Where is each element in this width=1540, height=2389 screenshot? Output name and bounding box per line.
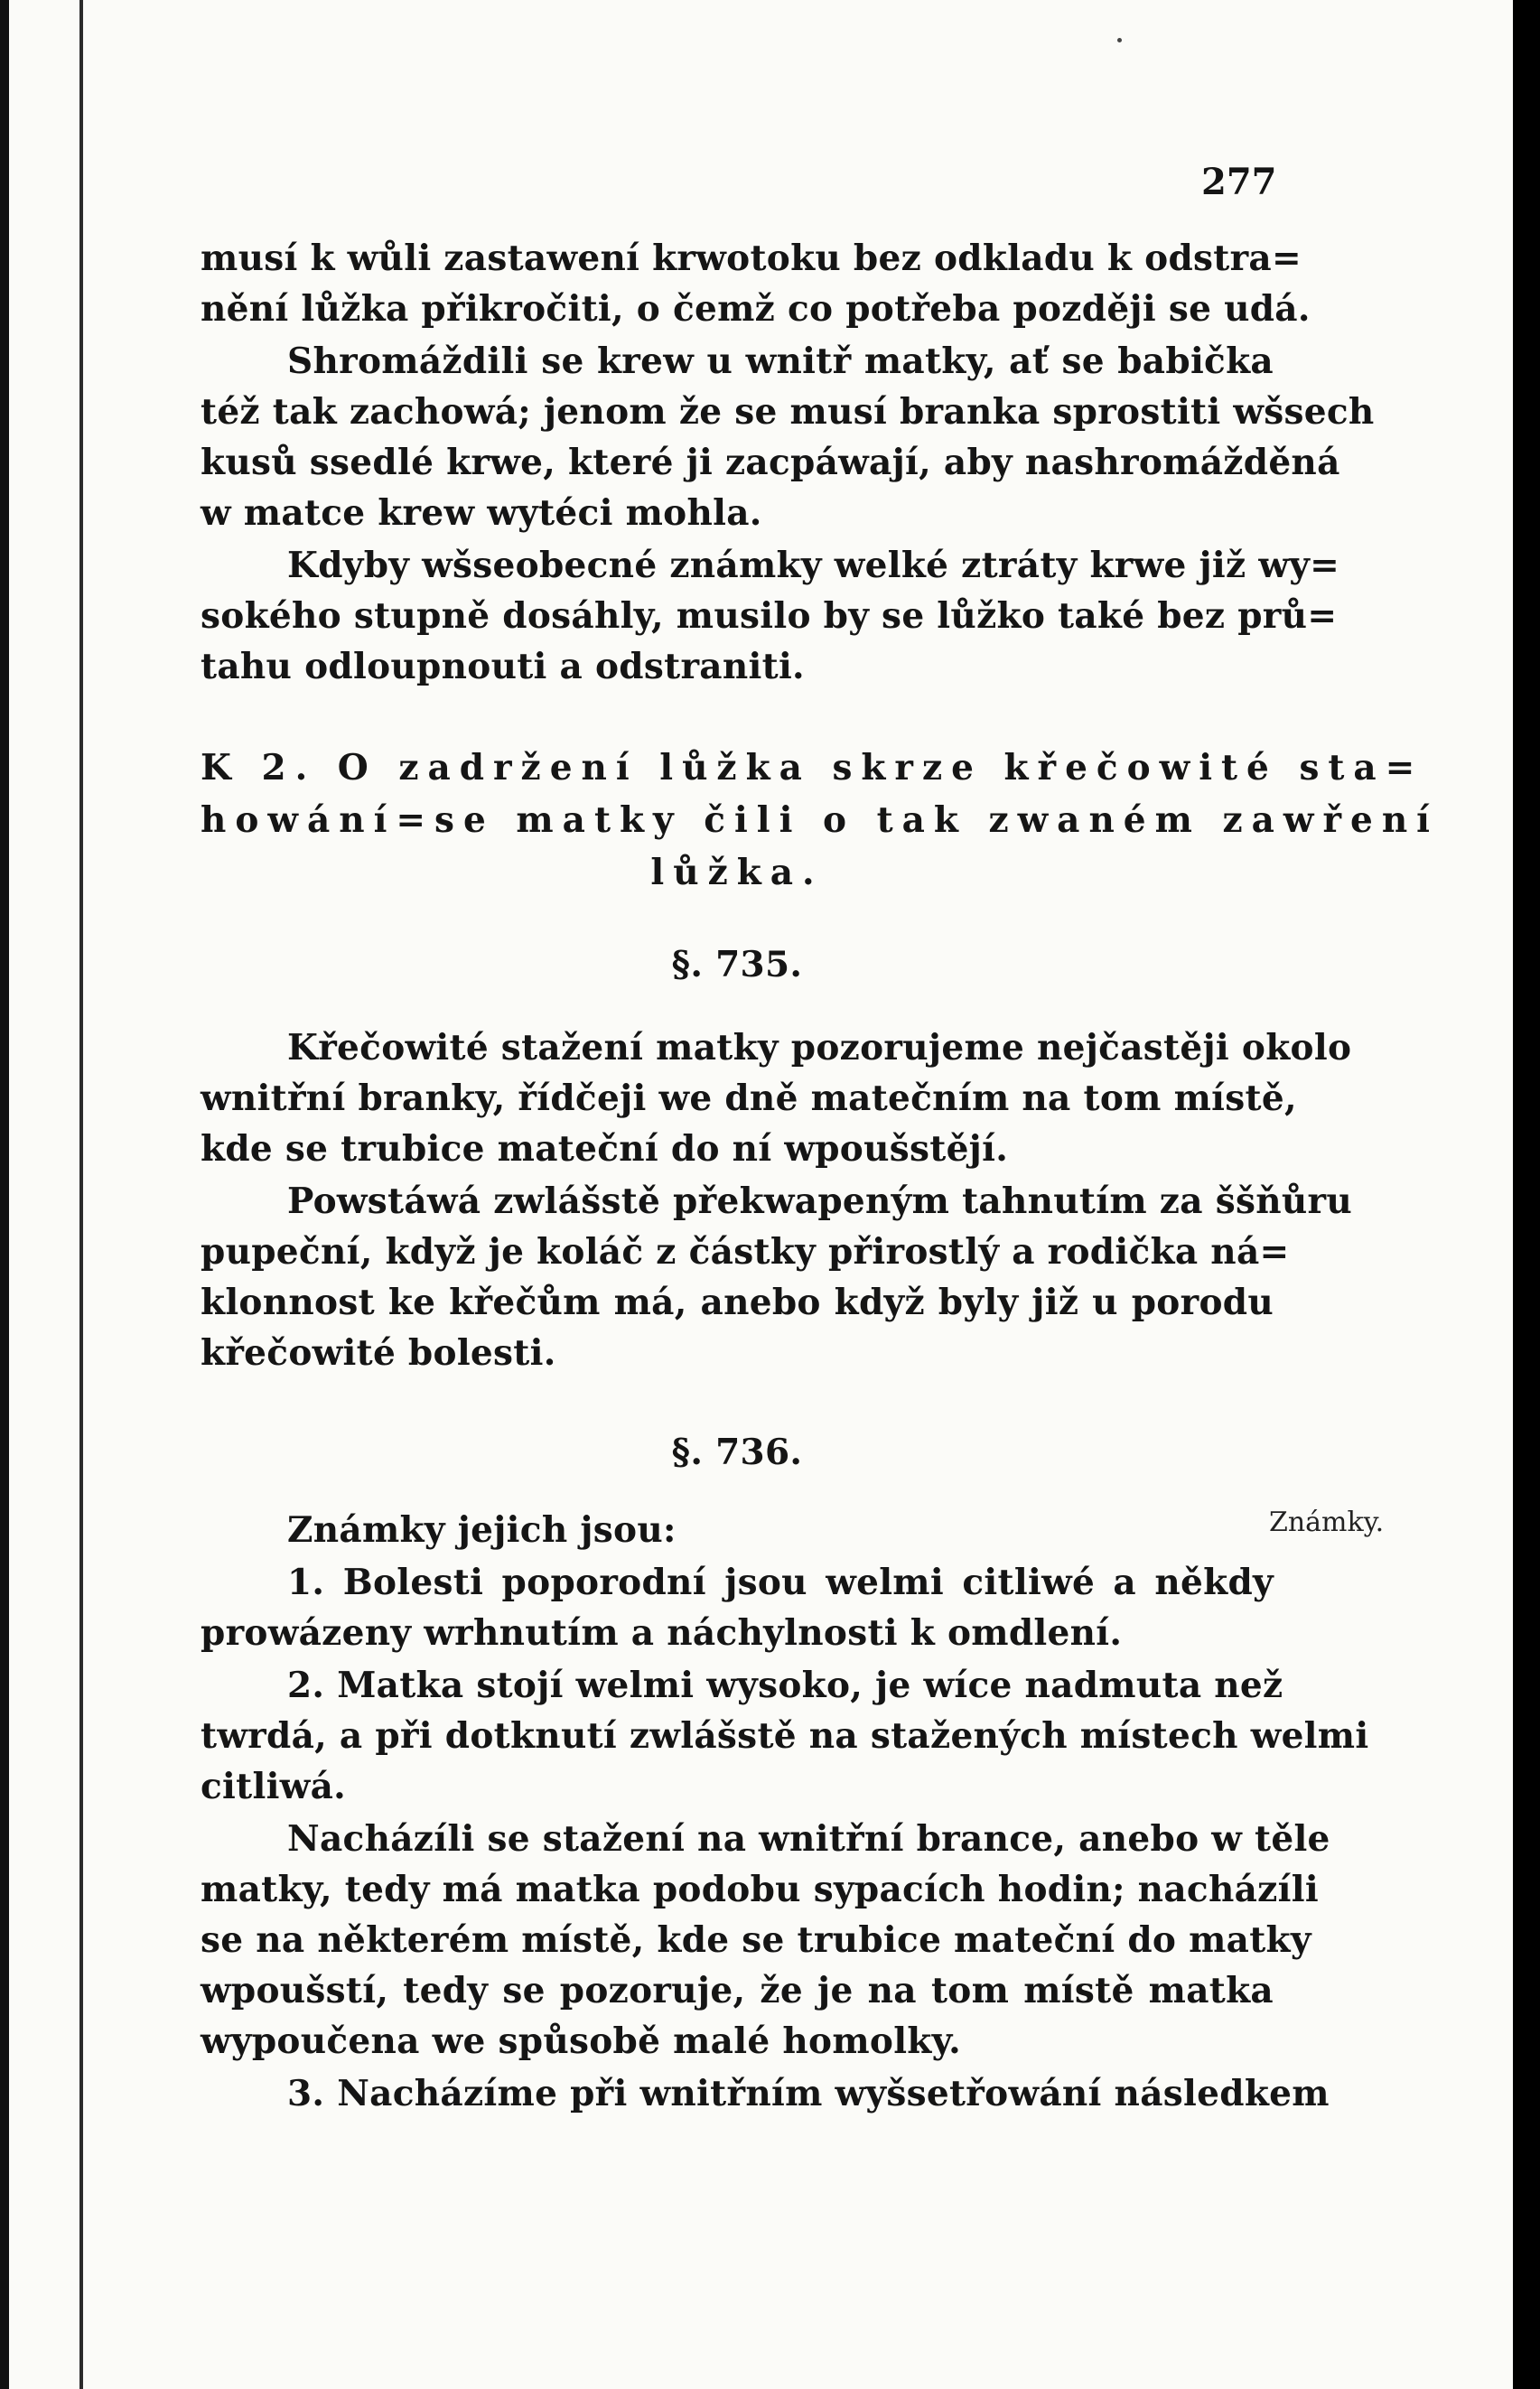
heading-line: K 2. O zadržení lůžka skrze křečowité sta= (201, 747, 1424, 789)
text-line: též tak zachowá; jenom že se musí branka sprostiti wšsech (201, 391, 1375, 433)
text-line: wpoušstí, tedy se pozoruje, že je na tom místě matka (201, 1970, 1274, 2011)
text-line: Powstáwá zwlášstě překwapeným tahnutím za ššňůru (287, 1181, 1353, 1222)
text-line: 3. Nacházíme při wnitřním wyšsetřowání následkem (287, 2073, 1330, 2114)
text-line: Nacházíli se stažení na wnitřní brance, anebo w těle (287, 1818, 1330, 1860)
text-line: Kdyby wšseobecné známky welké ztráty krwe již wy= (287, 545, 1340, 586)
text-line: w matce krew wytéci mohla. (201, 492, 762, 534)
text-line: kde se trubice mateční do ní wpoušstějí. (201, 1128, 1009, 1170)
text-line: Shromáždili se krew u wnitř matky, ať se babička (287, 341, 1274, 382)
text-line: tahu odloupnouti a odstraniti. (201, 646, 805, 687)
text-line: křečowité bolesti. (201, 1332, 556, 1374)
text-line: pupeční, když je koláč z částky přirostlý a rodička ná= (201, 1231, 1290, 1273)
ink-speck (1117, 38, 1122, 42)
text-line: wnitřní branky, řídčeji we dně matečním na tom místě, (201, 1078, 1297, 1119)
scan-edge-left (0, 0, 9, 2389)
text-line: Křečowité stažení matky pozorujeme nejčastěji okolo (287, 1027, 1352, 1069)
text-line: 1. Bolesti poporodní jsou welmi citliwé a někdy (287, 1562, 1274, 1603)
text-line: sokého stupně dosáhly, musilo by se lůžko také bez prů= (201, 595, 1338, 637)
scan-edge-right (1513, 0, 1540, 2389)
text-line: prowázeny wrhnutím a náchylnosti k omdlení. (201, 1612, 1123, 1654)
section-number: §. 736. (671, 1432, 803, 1473)
text-line: citliwá. (201, 1766, 347, 1807)
text-line: Známky jejich jsou: (287, 1509, 677, 1551)
heading-line: howání=se matky čili o tak zwaném zawření (201, 799, 1439, 841)
page-number: 277 (1201, 161, 1277, 203)
text-line: twrdá, a při dotknutí zwlášstě na stažených místech welmi (201, 1715, 1369, 1757)
text-line: nění lůžka přikročiti, o čemž co potřeba později se udá. (201, 288, 1311, 330)
text-line: wypoučena we spůsobě malé homolky. (201, 2020, 961, 2062)
text-line: se na některém místě, kde se trubice mateční do matky (201, 1919, 1311, 1961)
text-line: musí k wůli zastawení krwotoku bez odkladu k odstra= (201, 238, 1302, 279)
text-line: matky, tedy má matka podobu sypacích hodin; nacházíli (201, 1869, 1319, 1910)
section-number: §. 735. (671, 944, 803, 985)
page-fold-line (79, 0, 83, 2389)
text-line: kusů ssedlé krwe, které ji zacpáwají, aby nashromážděná (201, 442, 1340, 483)
text-line: 2. Matka stojí welmi wysoko, je wíce nadmuta než (287, 1665, 1283, 1706)
margin-note: Známky. (1269, 1507, 1385, 1538)
heading-line: lůžka. (650, 852, 824, 893)
text-line: klonnost ke křečům má, anebo když byly již u porodu (201, 1282, 1274, 1323)
